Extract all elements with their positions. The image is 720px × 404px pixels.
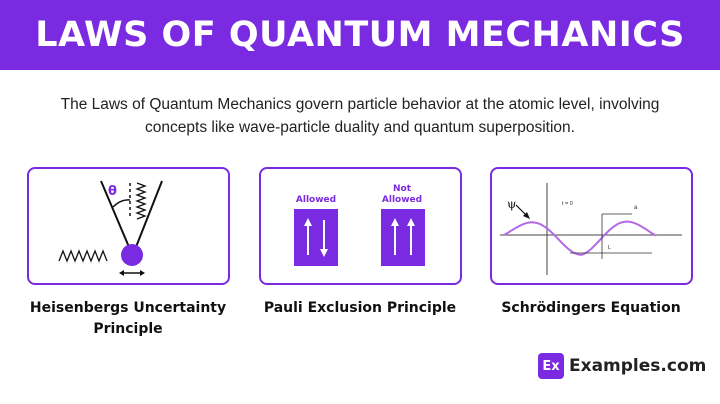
pauli-illustration [261, 169, 459, 282]
heisenberg-caption-line1: Heisenbergs Uncertainty [29, 300, 227, 316]
schrodinger-caption: Schrödingers Equation [501, 300, 681, 316]
allowed-label: Allowed [295, 195, 337, 205]
intro-line-1: The Laws of Quantum Mechanics govern particle behavior at the atomic level, involving [60, 96, 660, 113]
examples-logo[interactable] [538, 352, 706, 380]
amplitude-label: a [634, 205, 638, 211]
page-title: LAWS OF QUANTUM MECHANICS [35, 15, 685, 55]
particle-dot [121, 244, 143, 266]
arrow-right-head [140, 270, 145, 276]
heisenberg-illustration [29, 169, 227, 282]
logo-text: Examples.com [569, 356, 707, 376]
schrodinger-illustration [492, 169, 690, 282]
theta-symbol: θ [108, 184, 117, 199]
pauli-card [259, 167, 462, 285]
intro-line-2: concepts like wave-particle duality and quantum superposition. [145, 119, 575, 136]
heisenberg-card [27, 167, 230, 285]
logo-mark-icon: Ex [538, 353, 564, 379]
allowed-box [294, 209, 338, 266]
psi-symbol: ψ [507, 197, 517, 211]
wavelength-label: L [608, 245, 612, 251]
heisenberg-caption [8, 298, 248, 340]
arrow-left-head [119, 270, 124, 276]
schrodinger-card [490, 167, 693, 285]
heisenberg-caption-line2: Principle [93, 321, 163, 337]
time-label: t = 0 [562, 201, 573, 207]
not-allowed-label-line1: Not [392, 184, 412, 194]
intro-text [40, 93, 680, 139]
pauli-caption: Pauli Exclusion Principle [263, 300, 457, 316]
not-allowed-label-line2: Allowed [381, 195, 423, 205]
not-allowed-box [381, 209, 425, 266]
angle-arc [113, 200, 130, 207]
wave-function-curve [504, 222, 656, 255]
photon-wave-horizontal [59, 251, 107, 261]
title-banner [0, 0, 720, 70]
photon-wave-vertical [137, 183, 145, 219]
